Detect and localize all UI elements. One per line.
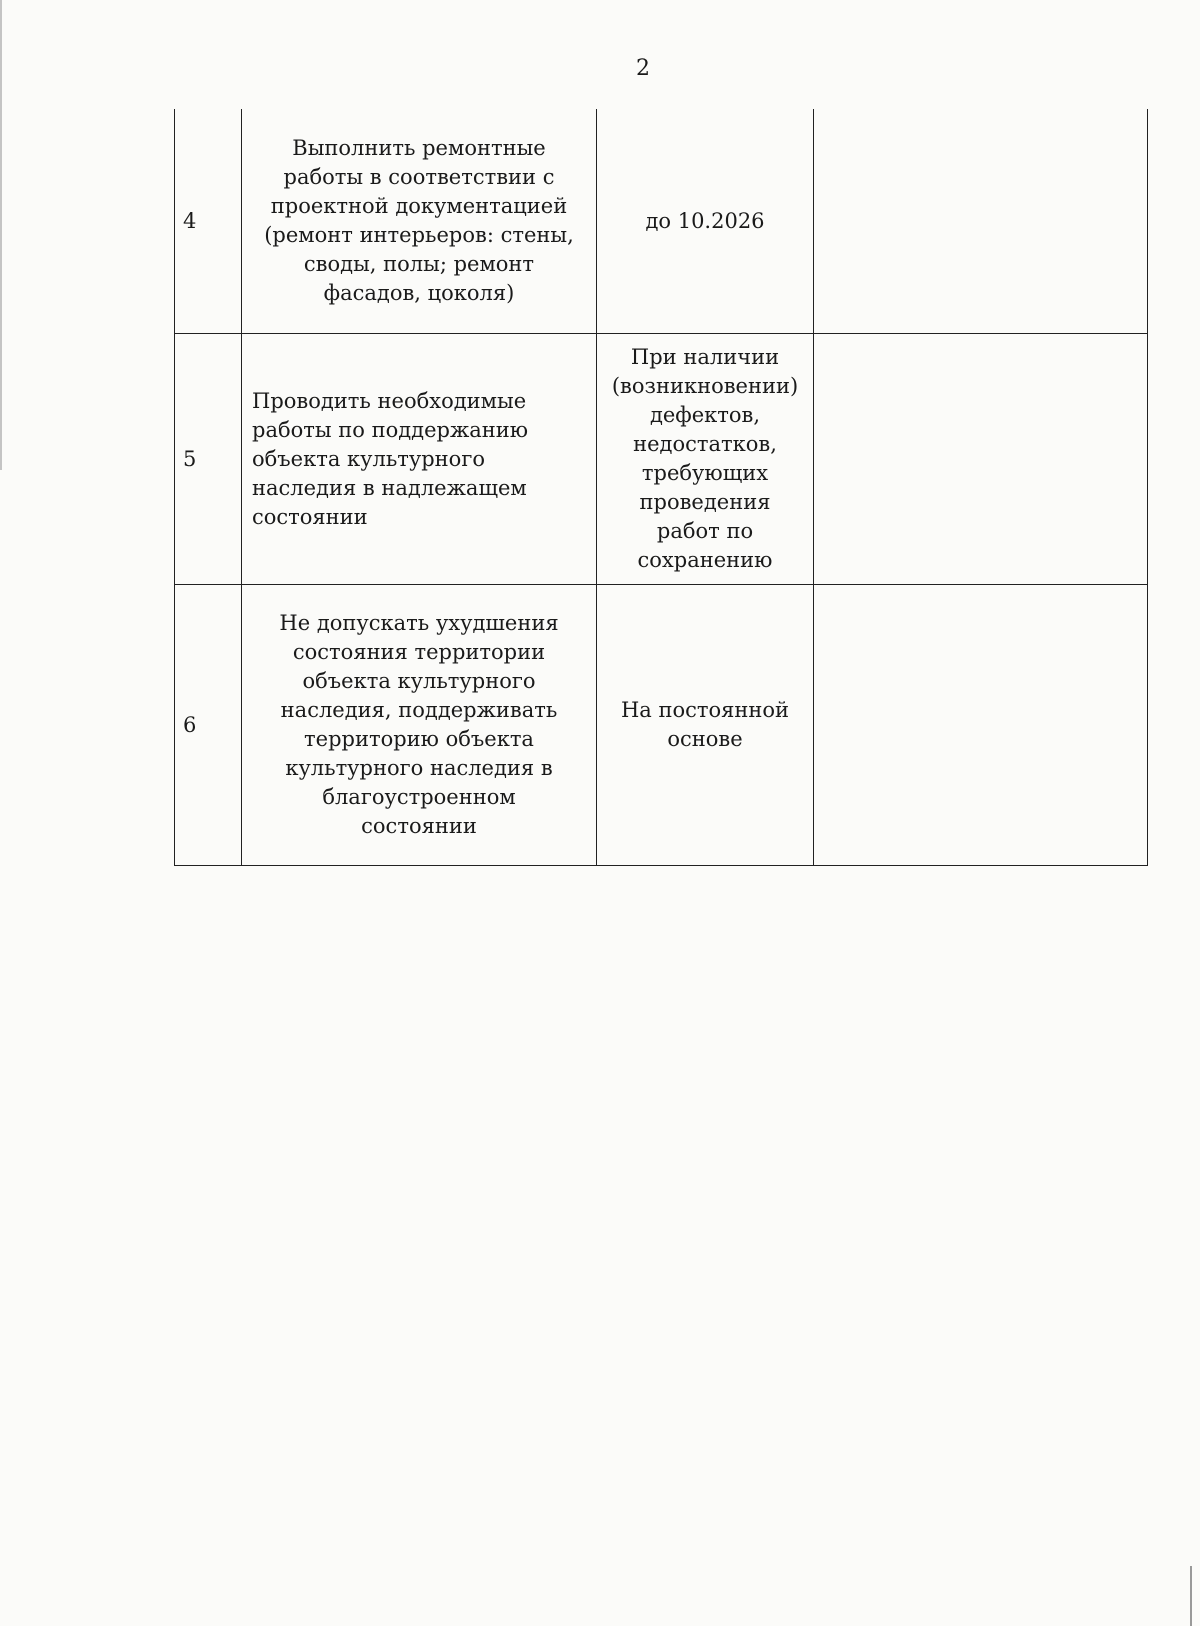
text-line: проектной документацией <box>270 194 568 218</box>
note-cell <box>814 334 1148 585</box>
text-line: благоустроенном <box>322 785 516 809</box>
text-line: Выполнить ремонтные <box>292 136 546 160</box>
deadline <box>597 109 814 334</box>
text-line: При наличии <box>630 345 780 369</box>
note-cell <box>814 109 1148 334</box>
text-line: дефектов, <box>649 403 761 427</box>
text-line: (возникновении) <box>611 374 799 398</box>
text-line: фасадов, цоколя) <box>323 281 515 305</box>
page-number: 2 <box>636 56 650 81</box>
work-description <box>242 585 597 866</box>
text-line: недостатков, <box>633 432 777 456</box>
text-line: Не допускать ухудшения <box>279 611 559 635</box>
text-line: требующих <box>641 461 769 485</box>
row-number: 6 <box>175 585 242 866</box>
text-line: объекта культурного <box>302 669 536 693</box>
work-description <box>242 109 597 334</box>
text-line: работ по <box>656 519 754 543</box>
text-line: своды, полы; ремонт <box>303 252 535 276</box>
text-line: состоянии <box>252 504 368 529</box>
text-line: Проводить необходимые <box>252 388 527 413</box>
text-line: (ремонт интерьеров: стены, <box>264 223 574 247</box>
note-cell <box>814 585 1148 866</box>
work-description <box>242 334 597 585</box>
table-row <box>175 334 1148 585</box>
text-line: работы по поддержанию <box>252 417 529 442</box>
text-line: территорию объекта <box>304 727 534 751</box>
text-line: работы в соответствии с <box>283 165 555 189</box>
text-line: проведения <box>639 490 771 514</box>
text-line: объекта культурного <box>252 446 485 471</box>
row-number: 5 <box>175 334 242 585</box>
table-row <box>175 585 1148 866</box>
obligations-table <box>174 109 1148 866</box>
text-line: основе <box>667 727 743 751</box>
row-number: 4 <box>175 109 242 334</box>
table-row <box>175 109 1148 334</box>
scan-edge-right <box>1190 1566 1192 1626</box>
text-line: На постоянной <box>620 698 790 722</box>
deadline <box>597 334 814 585</box>
text-line: наследия, поддерживать <box>280 698 558 722</box>
text-line: состоянии <box>361 814 477 838</box>
deadline <box>597 585 814 866</box>
text-line: состояния территории <box>292 640 546 664</box>
text-line: до 10.2026 <box>645 208 765 233</box>
text-line: наследия в надлежащем <box>252 475 527 500</box>
text-line: сохранению <box>637 548 773 572</box>
text-line: культурного наследия в <box>285 756 553 780</box>
